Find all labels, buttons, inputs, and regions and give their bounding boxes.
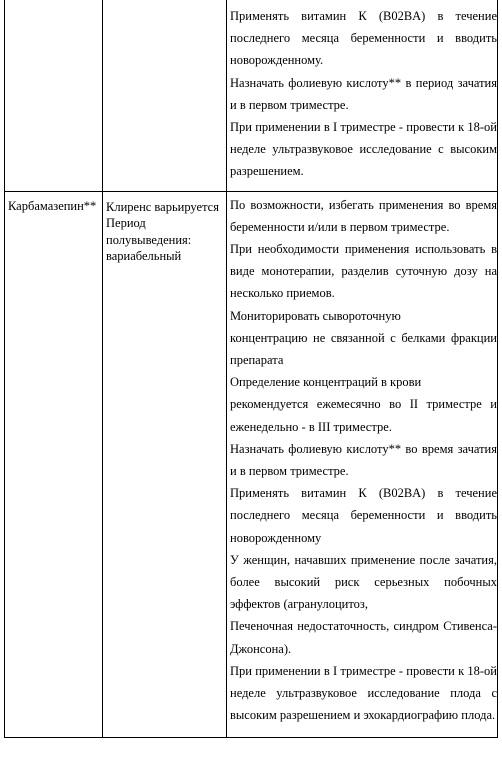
drug-name: [5, 0, 102, 7]
table-row: [5, 0, 498, 191]
recommendations-cell: [227, 0, 498, 191]
recommendation-paragraph: Применять витамин К (B02BA) в течение последнего месяца беременности и вводить новорожденному.: [230, 9, 497, 68]
recommendation-paragraph: Печеночная недостаточность, синдром Стивенса-Джонсона).: [230, 619, 497, 656]
table-row: [5, 191, 498, 737]
half-life-text: Период полувыведения: вариабельный: [106, 216, 192, 264]
drug-name-cell: [5, 191, 103, 737]
recommendation-paragraph: Назначать фолиевую кислоту** во время зачатия и в первом триместре.: [230, 441, 497, 479]
recommendation-paragraph: Применять витамин К (B02BA) в течение последнего месяца беременности и вводить новорожденному: [230, 486, 497, 545]
recommendation-paragraph: При применении в I триместре - провести к 18-ой неделе ультразвуковое исследование плода с высоким разрешением и эхокардиографию плода.: [230, 663, 497, 723]
recommendation-paragraph: рекомендуется ежемесячно во II триместре и еженедельно - в III триместре.: [230, 397, 497, 434]
recommendation-paragraph: Назначать фолиевую кислоту** в период зачатия и в первом триместре.: [230, 75, 497, 112]
drug-name-cell: [5, 0, 103, 191]
recommendation-paragraph: По возможности, избегать применения во время беременности и/или в первом триместре.: [230, 197, 497, 234]
drug-pregnancy-table: [4, 0, 498, 738]
pharmacokinetics-cell: [103, 0, 227, 191]
recommendation-paragraph: У женщин, начавших применение после зачатия, более высокий риск серьезных побочных эффектов (агранулоцитоз,: [230, 552, 497, 612]
recommendation-paragraph: Определение концентраций в крови: [230, 375, 422, 390]
drug-name: Карбамазепин**: [8, 198, 97, 213]
recommendation-paragraph: При необходимости применения использовать в виде монотерапии, разделив суточную дозу на несколько приемов.: [230, 242, 497, 301]
recommendations-cell: [227, 191, 498, 737]
clearance-text: Клиренс варьируется: [106, 199, 219, 214]
recommendation-paragraph: Мониторировать сывороточную: [230, 308, 401, 323]
pharmacokinetics-cell: [103, 191, 227, 737]
recommendation-paragraph: При применении в I триместре - провести к 18-ой неделе ультразвуковое исследование с высоким разрешением.: [230, 120, 497, 179]
recommendation-paragraph: концентрацию не связанной с белками фракции препарата: [230, 330, 497, 368]
